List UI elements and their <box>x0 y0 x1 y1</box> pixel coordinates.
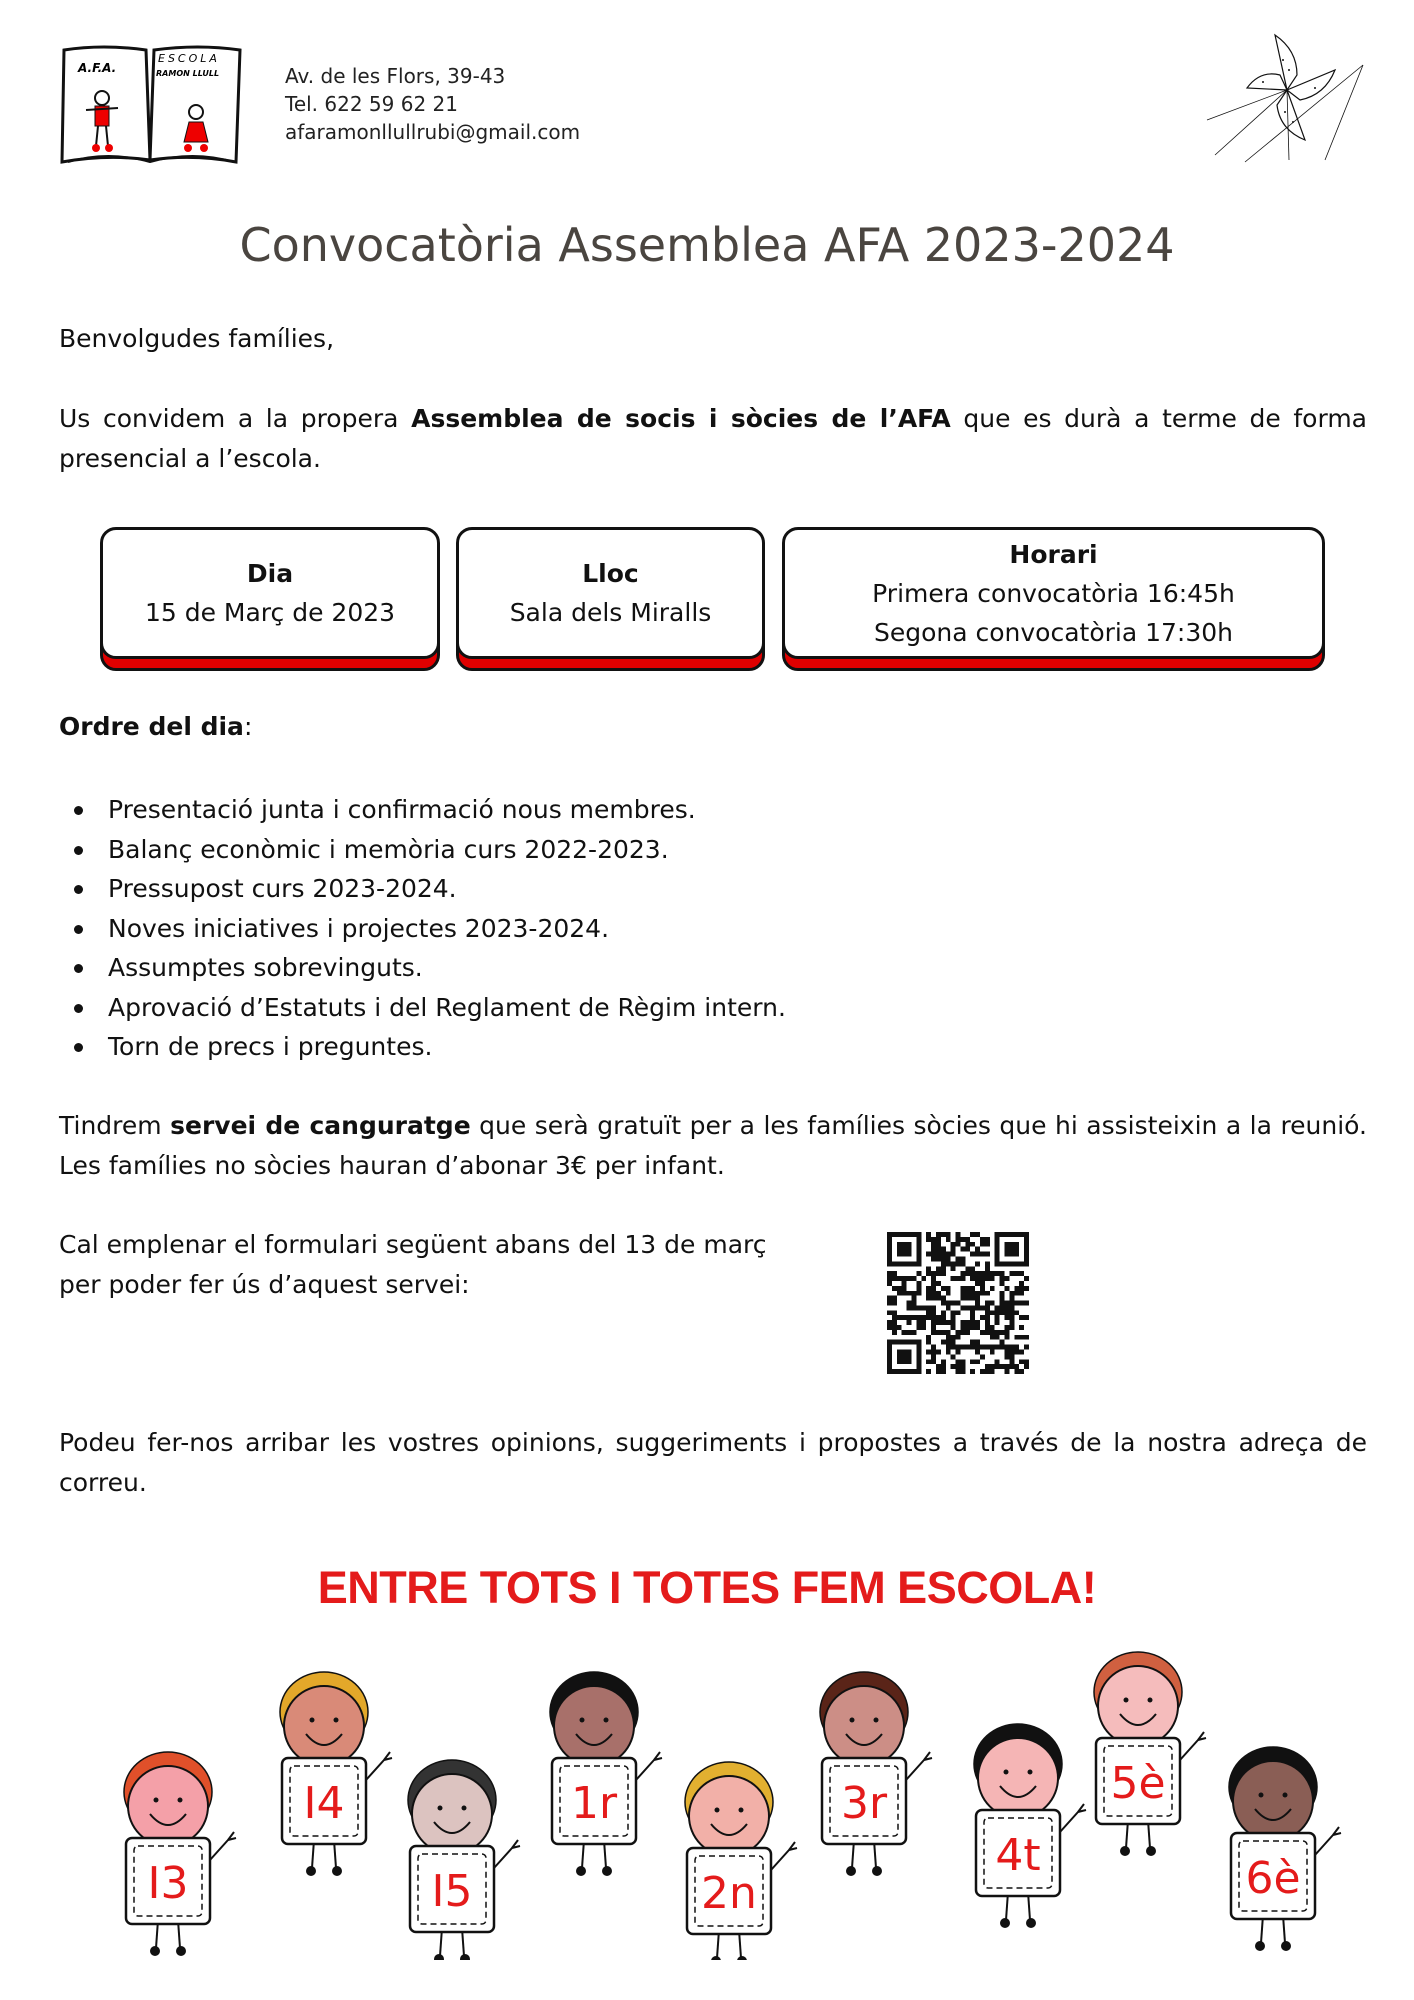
kid-head <box>554 1686 634 1766</box>
day-value: 15 de Març de 2023 <box>144 598 396 627</box>
list-item: Torn de precs i preguntes. <box>59 1027 786 1067</box>
list-item: Assumptes sobrevinguts. <box>59 948 786 988</box>
kid-figure <box>280 1672 392 1876</box>
schedule-second: Segona convocatòria 17:30h <box>873 617 1234 647</box>
slogan: ENTRE TOTS I TOTES FEM ESCOLA! <box>317 1562 1097 1613</box>
kid-head <box>978 1738 1058 1818</box>
intro-text: Us convidem a la propera <box>59 404 412 433</box>
kid-figure <box>1229 1747 1341 1951</box>
grade-label: 2n <box>701 1868 757 1919</box>
grade-label: I3 <box>147 1858 189 1909</box>
agenda-heading <box>59 712 252 741</box>
greeting: Benvolgudes famílies, <box>59 324 335 353</box>
intro-paragraph <box>59 399 1367 479</box>
grade-label: 1r <box>570 1778 618 1829</box>
kid-head <box>824 1686 904 1766</box>
kids-illustration <box>0 1630 1414 1960</box>
kid-figure <box>124 1752 236 1956</box>
place-box <box>456 527 765 671</box>
list-item: Aprovació d’Estatuts i del Reglament de Règim intern. <box>59 988 786 1028</box>
grade-label: 6è <box>1245 1853 1301 1904</box>
list-item: Balanç econòmic i memòria curs 2022-2023. <box>59 830 786 870</box>
day-box <box>100 527 440 671</box>
kid-figure <box>408 1760 520 1960</box>
address: Av. de les Flors, 39-43 <box>285 64 506 88</box>
place-value: Sala dels Miralls <box>509 598 712 627</box>
grade-label: 3r <box>840 1778 888 1829</box>
form-note-line1: Cal emplenar el formulari següent abans del 13 de març <box>59 1230 767 1259</box>
agenda-colon: : <box>243 712 253 741</box>
kid-figure <box>820 1672 932 1876</box>
svg-text:RAMON LLULL: RAMON LLULL <box>156 69 220 78</box>
intro-text-end: que es durà a terme de forma presencial a l’escola. <box>59 404 1367 473</box>
kid-figure <box>550 1672 662 1876</box>
pinwheel-drawing <box>1205 30 1375 165</box>
kid-figure <box>1094 1652 1206 1856</box>
babysitting-text: Tindrem <box>59 1111 171 1140</box>
email: afaramonllullrubi@gmail.com <box>285 120 581 144</box>
kid-head <box>1098 1666 1178 1746</box>
list-item: Pressupost curs 2023-2024. <box>59 869 786 909</box>
grade-label: 4t <box>995 1830 1041 1881</box>
kid-head <box>412 1774 492 1854</box>
kid-figure <box>974 1724 1086 1928</box>
list-item: Noves iniciatives i projectes 2023-2024. <box>59 909 786 949</box>
phone: Tel. 622 59 62 21 <box>285 92 458 116</box>
form-note-line2: per poder fer ús d’aquest servei: <box>59 1270 470 1299</box>
babysitting-paragraph <box>59 1106 1367 1186</box>
kid-head <box>128 1766 208 1846</box>
place-heading: Lloc <box>582 559 639 588</box>
form-note <box>59 1225 859 1305</box>
babysitting-bold: servei de canguratge <box>170 1111 471 1140</box>
svg-text:A.F.A.: A.F.A. <box>78 61 117 75</box>
agenda-heading-text: Ordre del dia <box>59 712 244 741</box>
kid-head <box>1233 1761 1313 1841</box>
kid-head <box>689 1776 769 1856</box>
page-title: Convocatòria Assemblea AFA 2023-2024 <box>239 218 1175 272</box>
babysitting-text-end: que serà gratuït per a les famílies sòcies que hi assisteixin a la reunió. Les famílies no sòcies hauran d’abonar 3€ per infant. <box>59 1111 1367 1180</box>
kid-figure <box>685 1762 797 1960</box>
afa-logo <box>58 42 244 168</box>
feedback-paragraph: Podeu fer-nos arribar les vostres opinions, suggeriments i propostes a través de la nostra adreça de correu. <box>59 1428 1367 1497</box>
svg-text:ESCOLA: ESCOLA <box>158 52 220 65</box>
schedule-box <box>782 527 1325 671</box>
schedule-first: Primera convocatòria 16:45h <box>872 578 1235 608</box>
grade-label: I4 <box>303 1778 345 1829</box>
intro-bold: Assemblea de socis i sòcies de l’AFA <box>411 404 951 433</box>
list-item: Presentació junta i confirmació nous membres. <box>59 790 786 830</box>
qr-code[interactable] <box>887 1232 1029 1374</box>
day-heading: Dia <box>246 559 294 588</box>
kid-head <box>284 1686 364 1766</box>
grade-label: 5è <box>1110 1758 1166 1809</box>
grade-label: I5 <box>431 1866 473 1917</box>
agenda-list <box>59 790 786 1067</box>
schedule-heading: Horari <box>1009 539 1098 569</box>
